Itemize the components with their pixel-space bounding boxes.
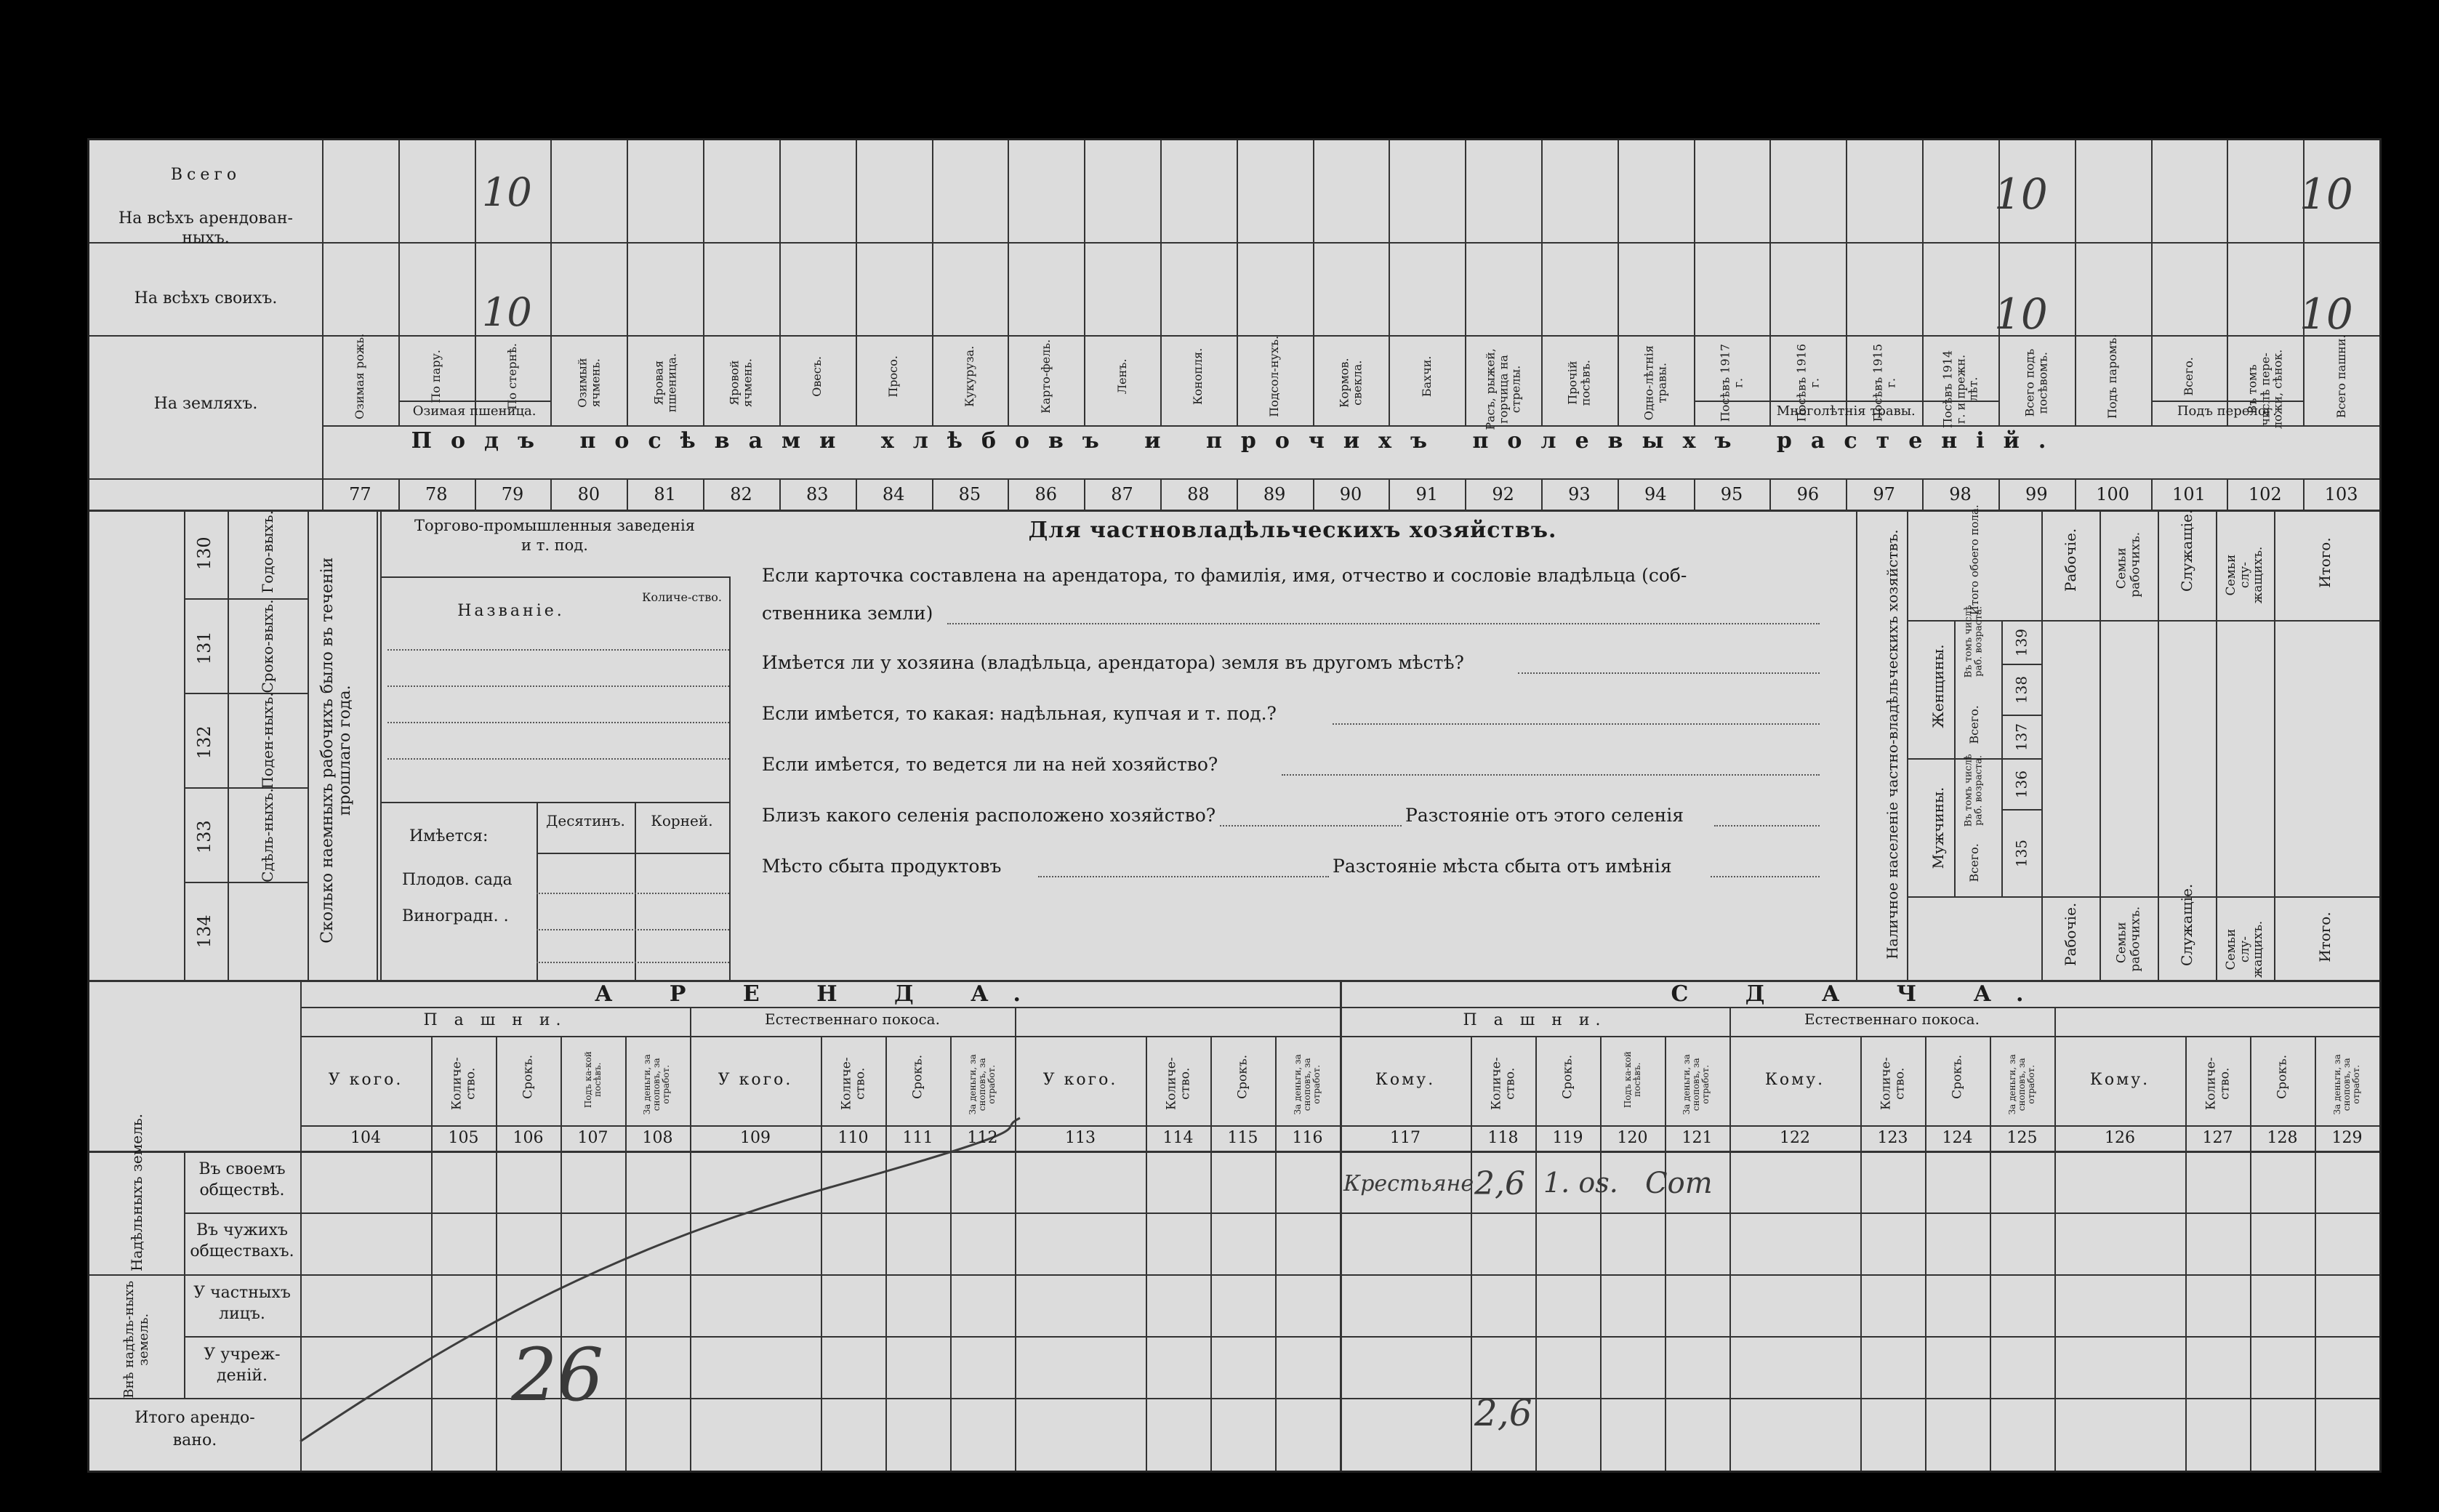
crop-header-82: Яровой ячмень.	[727, 358, 755, 408]
crop-header-83: Овесъ.	[810, 355, 824, 397]
sdacha-col-number: 124	[1942, 1129, 1973, 1147]
crop-col-number: 80	[577, 484, 600, 504]
arenda-col-number: 113	[1065, 1129, 1096, 1147]
arenda-col-number: 109	[740, 1129, 771, 1147]
arenda-header-109: У кого.	[718, 1071, 793, 1089]
private-q1b: ственника земли)	[762, 603, 933, 624]
sdacha-col-number: 128	[2267, 1129, 2298, 1147]
crop-col-number: 79	[501, 484, 524, 504]
row-label-arend-2: ныхъ.	[182, 229, 230, 247]
crop-col-number: 88	[1187, 484, 1210, 504]
crop-header-102: Въ томъ числѣ пере-ложи, сѣнок.	[2245, 349, 2285, 430]
crop-col-number: 82	[730, 484, 752, 504]
pop-num-137: 137	[2012, 723, 2030, 752]
trade-sad: Плодов. сада	[402, 871, 513, 889]
sdacha-col-number: 125	[2006, 1129, 2038, 1147]
sdacha-header-124: Срокъ.	[1950, 1054, 1965, 1099]
crop-header-97: Посѣвъ 1915 г.	[1871, 344, 1897, 422]
row-label-zemli: На земляхъ.	[153, 395, 258, 413]
crop-col-number: 78	[425, 484, 448, 504]
arenda-header-113: У кого.	[1042, 1071, 1118, 1089]
pop-semyi-sluzh-bottom: Семьи слу-жащихъ.	[2223, 920, 2266, 978]
pop-women-vsego: Всего.	[1967, 705, 1982, 744]
trade-title-2: и т. под.	[521, 536, 588, 554]
row-label-svoih: На всѣхъ своихъ.	[134, 289, 278, 307]
crop-col-number: 99	[2025, 484, 2048, 504]
sdacha-pokos: Естественнаго покоса.	[1804, 1010, 1980, 1028]
worker-sdelnyh: Сдѣль-ныхъ.	[259, 788, 276, 882]
sdacha-pashni: П а ш н и.	[1463, 1011, 1607, 1029]
crop-header-91: Бахчи.	[1420, 355, 1434, 398]
sdacha-header-126: Кому.	[2089, 1071, 2150, 1089]
arenda-col-number: 107	[577, 1129, 608, 1147]
pop-itogo-bottom: Итого.	[2316, 912, 2334, 962]
crop-header-80: Озимый ячмень.	[575, 358, 602, 408]
row-svoem-2: обществѣ.	[199, 1181, 285, 1199]
crop-col-number: 97	[1873, 484, 1895, 504]
crop-header-77: Озимая рожь.	[353, 333, 367, 419]
private-q1a: Если карточка составлена на арендатора, то фамилiя, имя, отчество и сословiе владѣльца (соб-	[762, 565, 1687, 586]
sdacha-header-119: Срокъ.	[1560, 1054, 1575, 1099]
hand-srok-119: 1. os.	[1543, 1167, 1618, 1199]
crop-header-95: Посѣвъ 1917 г.	[1718, 344, 1745, 422]
worker-godovyh: Годо-выхъ.	[259, 510, 276, 593]
pop-sluzh-top: Служащiе.	[2178, 509, 2195, 592]
workers-title: Сколько наемныхъ рабочихъ было въ теченiи прошлаго года.	[318, 557, 354, 944]
sdacha-header-122: Кому.	[1764, 1071, 1825, 1089]
sdacha-col-number: 119	[1552, 1129, 1583, 1147]
row-itogo-2: вано.	[172, 1431, 217, 1449]
crop-col-number: 94	[1644, 484, 1667, 504]
crop-col-number: 100	[2096, 484, 2130, 504]
arenda-header-105: Количе-ство.	[449, 1057, 478, 1110]
crop-header-100: Подъ паромъ.	[2105, 334, 2120, 419]
crop-header-99: Всего подъ посѣвомъ.	[2022, 348, 2050, 417]
sdacha-col-number: 117	[1390, 1129, 1421, 1147]
crop-header-94: Одно-лѣтнiя травы.	[1642, 345, 1669, 421]
arenda-header-108: За деньги, за сноповъ, за отработ.	[642, 1054, 672, 1115]
private-q6a: Мѣсто сбыта продуктовъ	[762, 856, 1002, 877]
sdacha-banner: С Д А Ч А.	[1671, 981, 2049, 1007]
crop-col-number: 83	[806, 484, 829, 504]
row-uchr-2: денiй.	[217, 1367, 268, 1385]
sdacha-col-number: 127	[2202, 1129, 2233, 1147]
hand-itogo-118: 2,6	[1474, 1392, 1532, 1434]
trade-imeetsya: Имѣется:	[409, 827, 489, 845]
pop-rab-bottom: Рабочiе.	[2062, 902, 2079, 966]
crop-header-93: Прочiй посѣвъ.	[1565, 360, 1593, 406]
pop-rab-top: Рабочiе.	[2062, 528, 2079, 592]
hand-big-mark: 26	[511, 1332, 604, 1418]
worker-col-131: 131	[193, 631, 214, 665]
crop-subheader-1: Многолѣтнiя травы.	[1776, 403, 1916, 419]
crop-header-84: Просо.	[886, 355, 901, 398]
arenda-header-115: Срокъ.	[1235, 1054, 1250, 1099]
arenda-header-112: За деньги, за сноповъ, за отработ.	[967, 1054, 997, 1115]
sdacha-col-number: 126	[2105, 1129, 2136, 1147]
crop-header-85: Кукуруза.	[963, 345, 977, 407]
crop-col-number: 93	[1568, 484, 1591, 504]
crop-header-79: По стернѣ.	[505, 343, 520, 410]
private-title: Для частновладѣльческихъ хозяйствъ.	[1028, 518, 1557, 543]
pop-num-135: 135	[2012, 839, 2030, 868]
crop-col-number: 92	[1492, 484, 1514, 504]
pop-women-vtom: Въ томъ числѣ раб. возраста.	[1963, 605, 1985, 678]
arenda-col-number: 108	[642, 1129, 673, 1147]
sdacha-header-123: Количе-ство.	[1878, 1057, 1907, 1110]
crop-col-number: 89	[1263, 484, 1286, 504]
crop-col-number: 103	[2324, 484, 2358, 504]
arenda-col-number: 112	[967, 1129, 998, 1147]
trade-name-header: Названiе.	[457, 602, 565, 620]
crop-subheader-2: Подъ перелог.	[2177, 403, 2277, 419]
pop-num-139: 139	[2012, 628, 2030, 657]
arenda-col-number: 116	[1292, 1129, 1323, 1147]
pop-itogo-ob: Итого обоего пола.	[1967, 504, 1981, 616]
sdacha-header-129: За деньги, за сноповъ, за отработ.	[2331, 1054, 2362, 1115]
pop-men: Мужчины.	[1929, 787, 1947, 869]
hand-vsego-99: 10	[1994, 169, 2048, 219]
crop-col-number: 91	[1415, 484, 1439, 504]
arenda-header-106: Срокъ.	[521, 1054, 536, 1099]
sdacha-header-121: За деньги, за сноповъ, за отработ.	[1681, 1054, 1712, 1115]
arenda-col-number: 106	[513, 1129, 544, 1147]
arenda-col-number: 104	[350, 1129, 382, 1147]
hand-svoih-79: 10	[482, 289, 532, 335]
private-q2: Имѣется ли у хозяина (владѣльца, арендатора) земля въ другомъ мѣстѣ?	[762, 652, 1464, 673]
sdacha-header-120: Подъ ка-кой посѣвъ.	[1622, 1051, 1642, 1109]
arenda-col-number: 110	[837, 1129, 869, 1147]
row-label-vsego: Всего	[170, 166, 241, 184]
arenda-header-111: Срокъ.	[910, 1054, 925, 1099]
private-q5b: Разстоянiе отъ этого селенiя	[1405, 805, 1684, 826]
crop-col-number: 86	[1034, 484, 1057, 504]
row-label-arend: На всѣхъ арендован-	[118, 209, 293, 228]
sdacha-header-118: Количе-ство.	[1488, 1057, 1517, 1110]
row-chuzh: Въ чужихъ	[196, 1221, 288, 1239]
hand-svoih-103: 10	[2299, 289, 2353, 339]
worker-srokovyh: Сроко-выхъ.	[259, 599, 276, 693]
hand-vsego-79: 10	[482, 169, 532, 215]
arenda-col-number: 115	[1227, 1129, 1258, 1147]
arenda-col-number: 114	[1162, 1129, 1194, 1147]
private-q6b: Разстоянiе мѣста сбыта отъ имѣнiя	[1333, 856, 1672, 877]
crop-col-number: 98	[1949, 484, 1972, 504]
sdacha-header-127: Количе-ство.	[2203, 1057, 2232, 1110]
arenda-pokos: Естественнаго покоса.	[765, 1010, 940, 1028]
row-vne: Внѣ надѣль-ныхъ земель.	[121, 1280, 151, 1399]
pop-men-vsego: Всего.	[1967, 843, 1982, 882]
trade-title: Торгово-промышленныя заведенiя	[414, 517, 695, 534]
sdacha-header-117: Кому.	[1375, 1071, 1436, 1089]
arenda-col-number: 111	[902, 1129, 933, 1147]
crop-header-98: Посѣвъ 1914 г. и прежн. лѣт.	[1940, 350, 1980, 428]
arenda-col-number: 105	[448, 1129, 479, 1147]
worker-col-133: 133	[193, 820, 214, 854]
crop-header-81: Яровая пшеница.	[651, 353, 678, 413]
trade-korney: Корней.	[651, 812, 713, 829]
pop-men-vtom: Въ томъ числѣ раб. возраста.	[1963, 754, 1985, 827]
row-uchr: У учреж-	[204, 1346, 281, 1364]
crop-header-101: Всего.	[2182, 357, 2196, 396]
hand-kolvo-118: 2,6	[1474, 1165, 1525, 1202]
sdacha-col-number: 118	[1487, 1129, 1519, 1147]
sdacha-header-125: За деньги, за сноповъ, за отработ.	[2006, 1054, 2037, 1115]
crop-header-92: Расъ, рыжей, горчица на стрелы.	[1483, 348, 1523, 430]
sdacha-col-number: 122	[1780, 1129, 1811, 1147]
sdacha-col-number: 123	[1877, 1129, 1908, 1147]
crop-col-number: 84	[882, 484, 905, 504]
crop-col-number: 90	[1339, 484, 1362, 504]
population-title: Наличное населенiе частно-владѣльческихъ хозяйствъ.	[1884, 529, 1901, 960]
sdacha-header-128: Срокъ.	[2275, 1054, 2290, 1099]
pop-num-136: 136	[2012, 770, 2030, 799]
arenda-header-104: У кого.	[328, 1071, 403, 1089]
sdacha-col-number: 121	[1681, 1129, 1713, 1147]
hand-komu: Крестьяне	[1343, 1171, 1474, 1197]
posevy-banner: Подъ посѣвами хлѣбовъ и прочихъ полевыхъ растенiй.	[411, 428, 2065, 454]
private-q4: Если имѣется, то ведется ли на ней хозяйство?	[762, 754, 1218, 775]
sdacha-col-number: 129	[2331, 1129, 2363, 1147]
crop-col-number: 77	[349, 484, 371, 504]
trade-qty-header: Количе-ство.	[642, 590, 722, 604]
arenda-pashni: П а ш н и.	[423, 1011, 567, 1029]
crop-col-number: 102	[2248, 484, 2282, 504]
private-q5a: Близъ какого селенiя расположено хозяйство?	[762, 805, 1216, 826]
trade-vinograd: Виноградн. .	[402, 907, 509, 925]
crop-col-number: 85	[958, 484, 981, 504]
row-chuzh-2: обществахъ.	[190, 1242, 294, 1260]
pop-semyi-rab-bottom: Семьи рабочихъ.	[2114, 906, 2142, 972]
pop-women: Женщины.	[1929, 644, 1947, 728]
crop-col-number: 95	[1720, 484, 1743, 504]
arenda-banner: А Р Е Н Д А.	[595, 981, 1045, 1007]
crop-header-88: Конопля.	[1191, 347, 1205, 405]
arenda-header-114: Количе-ство.	[1163, 1057, 1192, 1110]
crop-header-78: По пару.	[429, 349, 443, 403]
hand-svoih-99: 10	[1994, 289, 2048, 339]
worker-col-132: 132	[193, 725, 214, 760]
pop-semyi-sluzh-top: Семьи слу-жащихъ.	[2223, 546, 2266, 604]
crop-col-number: 101	[2172, 484, 2206, 504]
crop-header-89: Подсол-нухъ.	[1267, 335, 1282, 417]
worker-podennyh: Поден-ныхъ.	[259, 692, 276, 789]
hand-pod-120: Сот	[1645, 1167, 1713, 1200]
crop-header-103: Всего пашни.	[2334, 334, 2348, 419]
arenda-header-116: За деньги, за сноповъ, за отработ.	[1292, 1054, 1322, 1115]
pop-itogo-top: Итого.	[2316, 537, 2334, 588]
sdacha-col-number: 120	[1617, 1129, 1648, 1147]
crop-header-96: Посѣвъ 1916 г.	[1794, 344, 1821, 422]
crop-header-86: Карто-фель.	[1038, 339, 1053, 414]
row-itogo: Итого арендо-	[134, 1409, 255, 1427]
crop-col-number: 96	[1796, 484, 1820, 504]
hand-vsego-103: 10	[2299, 169, 2353, 219]
arenda-header-107: Подъ ка-кой посѣвъ.	[582, 1051, 603, 1109]
pop-num-138: 138	[2012, 675, 2030, 704]
pop-semyi-rab-top: Семьи рабочихъ.	[2114, 531, 2142, 598]
crop-col-number: 87	[1111, 484, 1133, 504]
crop-header-87: Ленъ.	[1114, 358, 1129, 395]
trade-desyatin: Десятинъ.	[546, 812, 625, 829]
worker-col-134: 134	[193, 914, 214, 949]
row-chast: У частныхъ	[193, 1284, 291, 1302]
worker-col-130: 130	[193, 536, 214, 571]
crop-subheader-0: Озимая пшеница.	[412, 403, 537, 419]
row-svoem: Въ своемъ	[198, 1160, 286, 1178]
private-q3: Если имѣется, то какая: надѣльная, купчая и т. под.?	[762, 703, 1277, 724]
crop-col-number: 81	[654, 484, 676, 504]
arenda-header-110: Количе-ство.	[838, 1057, 867, 1110]
census-card	[87, 138, 2382, 1473]
crop-header-90: Кормов. свекла.	[1337, 358, 1364, 408]
row-nadel: Надѣльныхъ земель.	[128, 1113, 145, 1271]
row-chast-2: лицъ.	[219, 1305, 265, 1323]
pop-sluzh-bottom: Служащiе.	[2178, 883, 2195, 966]
